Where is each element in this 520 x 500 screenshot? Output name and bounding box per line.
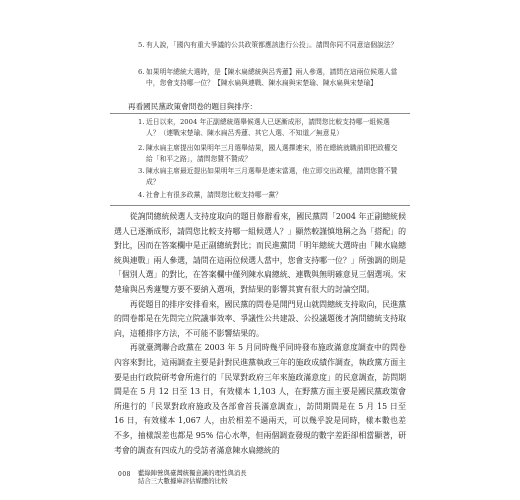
box-question-4 [138, 190, 400, 202]
running-title-line-2: 結合三大數據庫評估媒體的比較 [138, 477, 228, 485]
item-number: 1. [138, 118, 145, 126]
body-paragraph-1: 從詢問總統候選人支持度取向的題目修辭看來，國民黨問「2004 年正副總統候選人已逐漸成形，請問您比較支持哪一組候選人？」顯然較謹慎地稱之為「搭配」的對比，因而在答案欄中是正副總統對比；而民進黨問「明年總統大選時由「陳水扁總統與連戰」兩人參選，請問在這兩位候選人當中，您會支持哪一位？」所強調的則是「個別人選」的對比，在答案欄中僅列陳水扁總統、連戰與無明確意見三個選項。宋楚瑜與呂秀蓮雙方要不要納入選項，對結果的影響其實有很大的討論空間。 [114, 212, 406, 294]
question-item-6 [138, 67, 400, 91]
box-top-rule [110, 113, 410, 114]
item-number: 3. [138, 167, 145, 175]
body-text [114, 210, 406, 458]
item-text: 陳水扁主席提出如果明年三月選舉結果，國人選擇連宋，將在總統就職前即把政權交給「和平之路」，請問您贊不贊成？ [146, 144, 398, 163]
item-number: 5. [138, 41, 145, 49]
item-text: 如果明年總統大選時，是【陳水扁總統與呂秀蓮】兩人參選，請問在這兩位候選人當中，您會支持哪一位？【陳水扁與連戰、陳水扁與宋楚瑜、陳水扁與宋楚瑜】 [146, 68, 398, 87]
box-bottom-rule [110, 205, 410, 206]
item-number: 4. [138, 191, 145, 199]
box-question-2 [138, 143, 400, 167]
body-paragraph-2: 再從題目的排序安排看來，國民黨的問卷是開門見山就問總統支持取向，民進黨的問卷都是在先問完立院議事效率、爭議性公共建設、公投議題後才詢問總統支持取向，這種排序方法，不可能不影響結果的。 [114, 299, 406, 338]
item-text: 有人說，「國內有重大爭議的公共政策都應該進行公投」。請問你同不同意這個說法？ [146, 41, 398, 49]
running-title [138, 469, 278, 485]
box-question-3 [138, 166, 400, 190]
box-question-1 [138, 117, 400, 141]
running-title-line-1: 藍綠陣營與臺灣統獨意識的理性與消長 [138, 469, 247, 477]
item-text: 近日以來，2004 年正副總統選舉候選人已逐漸成形，請問您比較支持哪一組候選人？（連戰宋楚瑜、陳水扁呂秀蓮、其它人選、不知道／無意見） [146, 118, 390, 137]
item-number: 2. [138, 144, 145, 152]
body-paragraph-3: 再就臺灣聯合政黨在 2003 年 5 月同時幾乎同時發布施政滿意度調查中的問卷內容來對比，這兩調查主要是針對民進黨執政三年的施政成績作調查，執政黨方面主要是由行政院研考會所進行的「民眾對政府三年來施政滿意度」的民意調查，訪問期間是在 5 月 12 日至 13 日，有效樣本 1,103 人，在野黨方面主要是國民黨政策會所進行的「民眾對政府施政及各部會首長滿意調查」，訪問期間是在 5 月 15 日至 16 日，有效樣本 1,067 人，由於相差不過兩天，可以幾乎說是同時，樣本數也差不多，抽樣誤差也都是 95% 信心水準，但兩個調查發現的數字差距卻相當顯著，研考會的調查有四成九的受訪者滿意陳水扁總統的 [114, 343, 406, 455]
item-text: 社會上有很多政黨，請問您比較支持哪一黨？ [146, 191, 282, 199]
page-number: 008 [118, 471, 131, 478]
question-item-5 [138, 40, 400, 64]
item-text: 陳水扁主席最近提出如果明年三月選舉是連宋當選，他立即交出政權，請問您贊不贊成？ [146, 167, 398, 186]
item-number: 6. [138, 68, 145, 76]
questionnaire-heading: 再看國民黨政策會問卷的題目與排序： [128, 102, 258, 111]
